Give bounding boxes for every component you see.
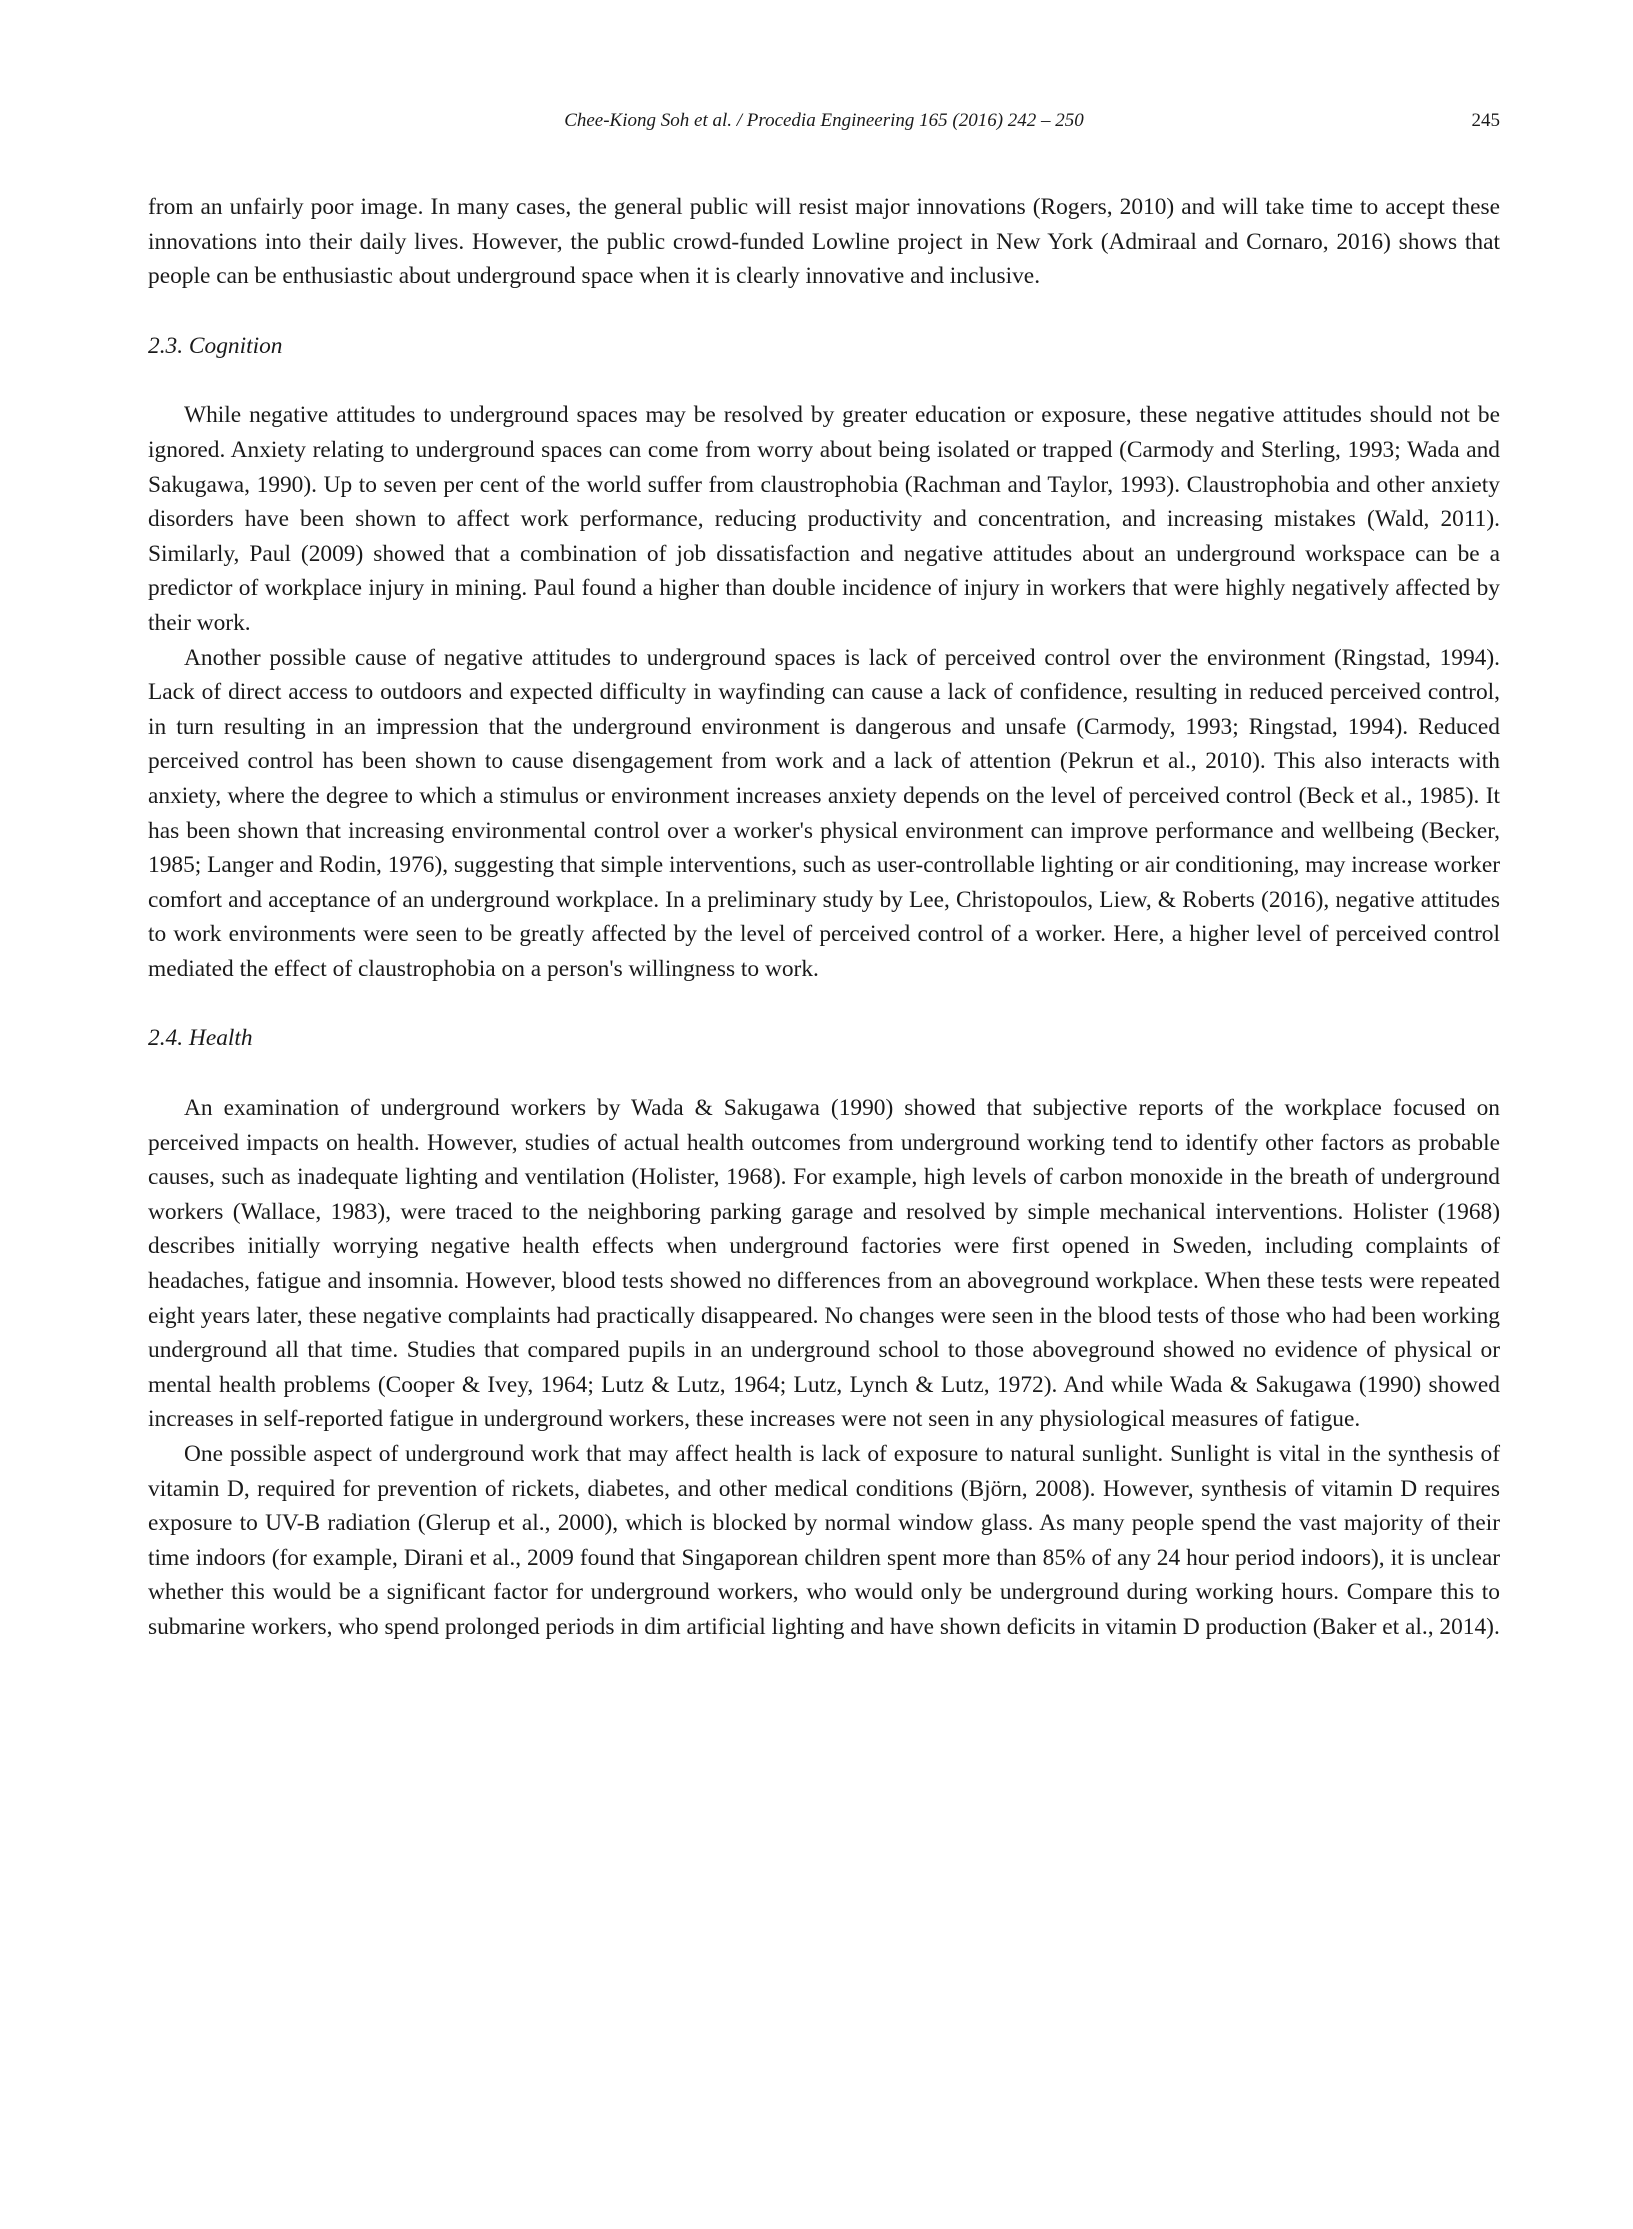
paragraph: An examination of underground workers by Wada & Sakugawa (1990) showed that subjective reports of the workplace focused on perceived impacts on health. However, studies of actual health outcomes from underground working tend to identify other factors as probable causes, such as inadequate lighting and ventilation (Holister, 1968). For example, high levels of carbon monoxide in the breath of underground workers (Wallace, 1983), were traced to the neighboring parking garage and resolved by simple mechanical interventions. Holister (1968) describes initially worrying negative health effects when underground factories were first opened in Sweden, including complaints of headaches, fatigue and insomnia. However, blood tests showed no differences from an aboveground workplace. When these tests were repeated eight years later, these negative complaints had practically disappeared. No changes were seen in the blood tests of those who had been working underground all that time. Studies that compared pupils in an underground school to those aboveground showed no evidence of physical or mental health problems (Cooper & Ivey, 1964; Lutz & Lutz, 1964; Lutz, Lynch & Lutz, 1972). And while Wada & Sakugawa (1990) showed increases in self-reported fatigue in underground workers, these increases were not seen in any physiological measures of fatigue. <box>148 1095 1500 1433</box>
continued-paragraph: from an unfairly poor image. In many cases, the general public will resist major innovations (Rogers, 2010) and will take time to accept these innovations into their daily lives. However, the public crowd-funded Lowline project in New York (Admiraal and Cornaro, 2016) shows that people can be enthusiastic about underground space when it is clearly innovative and inclusive. <box>148 194 1500 290</box>
paragraph: One possible aspect of underground work that may affect health is lack of exposure to natural sunlight. Sunlight is vital in the synthesis of vitamin D, required for prevention of rickets, diabetes, and other medical conditions (Björn, 2008). However, synthesis of vitamin D requires exposure to UV-B radiation (Glerup et al., 2000), which is blocked by normal window glass. As many people spend the vast majority of their time indoors (for example, Dirani et al., 2009 found that Singaporean children spent more than 85% of any 24 hour period indoors), it is unclear whether this would be a significant factor for underground workers, who would only be underground during working hours. Compare this to submarine workers, who spend prolonged periods in dim artificial lighting and have shown deficits in vitamin D production (Baker et al., 2014). <box>148 1441 1500 1640</box>
section-heading-health: 2.4. Health <box>148 1025 253 1052</box>
page-number: 245 <box>1471 110 1500 131</box>
running-header <box>148 110 1500 140</box>
body-text <box>148 190 1500 1645</box>
section-heading-cognition: 2.3. Cognition <box>148 332 283 359</box>
journal-citation: Chee-Kiong Soh et al. / Procedia Engineering 165 (2016) 242 – 250 <box>564 110 1084 131</box>
paragraph: While negative attitudes to underground spaces may be resolved by greater education or exposure, these negative attitudes should not be ignored. Anxiety relating to underground spaces can come from worry about being isolated or trapped (Carmody and Sterling, 1993; Wada and Sakugawa, 1990). Up to seven per cent of the world suffer from claustrophobia (Rachman and Taylor, 1993). Claustrophobia and other anxiety disorders have been shown to affect work performance, reducing productivity and concentration, and increasing mistakes (Wald, 2011). Similarly, Paul (2009) showed that a combination of job dissatisfaction and negative attitudes about an underground workspace can be a predictor of workplace injury in mining. Paul found a higher than double incidence of injury in workers that were highly negatively affected by their work. <box>148 402 1500 636</box>
paragraph: Another possible cause of negative attitudes to underground spaces is lack of perceived control over the environment (Ringstad, 1994). Lack of direct access to outdoors and expected difficulty in wayfinding can cause a lack of confidence, resulting in reduced perceived control, in turn resulting in an impression that the underground environment is dangerous and unsafe (Carmody, 1993; Ringstad, 1994). Reduced perceived control has been shown to cause disengagement from work and a lack of attention (Pekrun et al., 2010). This also interacts with anxiety, where the degree to which a stimulus or environment increases anxiety depends on the level of perceived control (Beck et al., 1985). It has been shown that increasing environmental control over a worker's physical environment can improve performance and wellbeing (Becker, 1985; Langer and Rodin, 1976), suggesting that simple interventions, such as user-controllable lighting or air conditioning, may increase worker comfort and acceptance of an underground workplace. In a preliminary study by Lee, Christopoulos, Liew, & Roberts (2016), negative attitudes to work environments were seen to be greatly affected by the level of perceived control of a worker. Here, a higher level of perceived control mediated the effect of claustrophobia on a person's willingness to work. <box>148 644 1500 982</box>
